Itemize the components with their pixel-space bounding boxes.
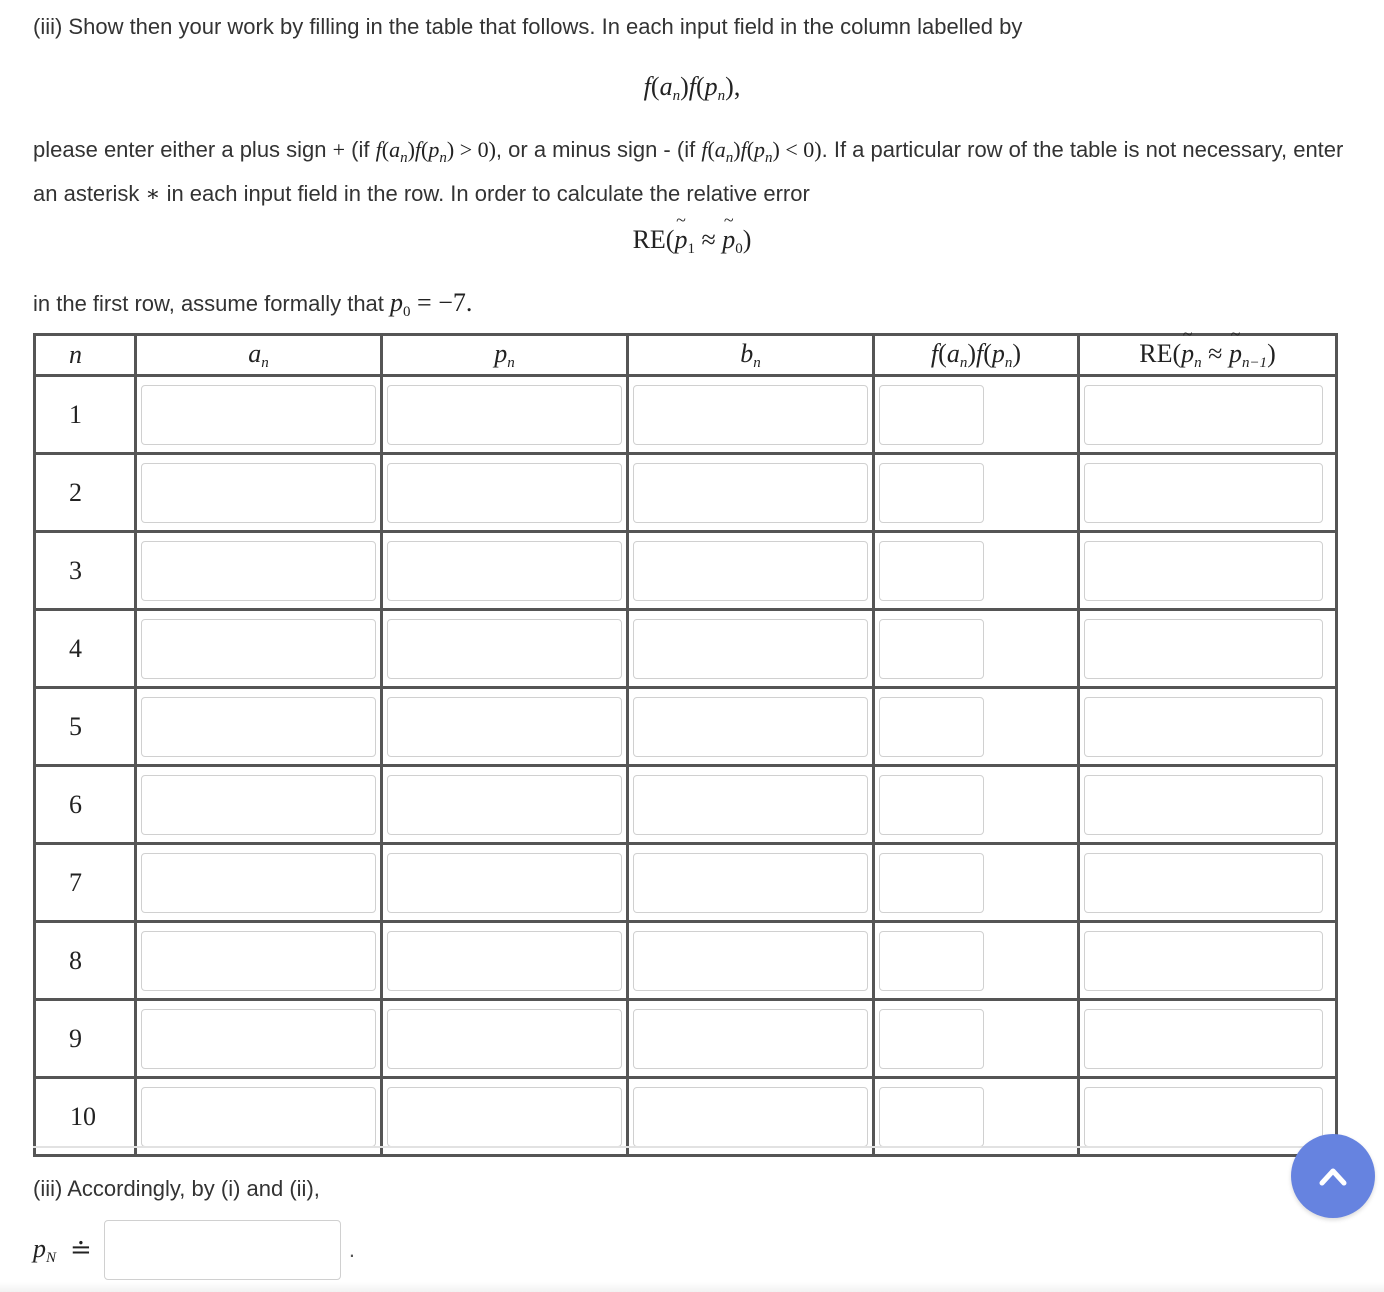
- table-row: [35, 532, 1337, 610]
- input-a-row-9[interactable]: [141, 1009, 376, 1069]
- input-a-row-4[interactable]: [141, 619, 376, 679]
- input-re-row-5[interactable]: [1084, 697, 1323, 757]
- input-a-row-7[interactable]: [141, 853, 376, 913]
- cell-re: [1079, 610, 1337, 688]
- cell-prod: [874, 1078, 1079, 1156]
- input-re-row-9[interactable]: [1084, 1009, 1323, 1069]
- work-table: [33, 333, 1338, 1157]
- input-b-row-2[interactable]: [633, 463, 868, 523]
- input-prod-row-10[interactable]: [879, 1087, 984, 1147]
- row-number: 5: [35, 688, 136, 766]
- cell-b: [628, 1000, 874, 1078]
- input-b-row-6[interactable]: [633, 775, 868, 835]
- cell-b: [628, 922, 874, 1000]
- answer-label: $p_N$: [33, 1233, 57, 1266]
- input-prod-row-7[interactable]: [879, 853, 984, 913]
- input-re-row-10[interactable]: [1084, 1087, 1323, 1147]
- cell-prod: [874, 610, 1079, 688]
- chevron-up-icon: [1318, 1165, 1348, 1187]
- input-prod-row-3[interactable]: [879, 541, 984, 601]
- cell-p: [382, 610, 628, 688]
- input-a-row-5[interactable]: [141, 697, 376, 757]
- intro-text: (iii) Show then your work by filling in the table that follows. In each input field in the column labelled by: [33, 14, 1023, 39]
- table-row: [35, 454, 1337, 532]
- cell-prod: [874, 688, 1079, 766]
- cell-prod: [874, 844, 1079, 922]
- row-number: 10: [35, 1078, 136, 1156]
- table-row: [35, 1078, 1337, 1156]
- input-a-row-2[interactable]: [141, 463, 376, 523]
- cell-a: [136, 376, 382, 454]
- cell-prod: [874, 532, 1079, 610]
- input-p-row-8[interactable]: [387, 931, 622, 991]
- cell-prod: [874, 1000, 1079, 1078]
- cell-re: [1079, 1078, 1337, 1156]
- cell-a: [136, 532, 382, 610]
- input-prod-row-2[interactable]: [879, 463, 984, 523]
- input-a-row-6[interactable]: [141, 775, 376, 835]
- cell-b: [628, 688, 874, 766]
- table-row: [35, 1000, 1337, 1078]
- cell-prod: [874, 922, 1079, 1000]
- input-b-row-7[interactable]: [633, 853, 868, 913]
- cell-a: [136, 454, 382, 532]
- input-b-row-8[interactable]: [633, 931, 868, 991]
- cell-re: [1079, 922, 1337, 1000]
- input-a-row-10[interactable]: [141, 1087, 376, 1147]
- table-row: [35, 844, 1337, 922]
- cell-prod: [874, 376, 1079, 454]
- answer-row: [33, 1220, 355, 1280]
- approx-equal-symbol: ≐: [70, 1235, 92, 1264]
- input-b-row-5[interactable]: [633, 697, 868, 757]
- cell-p: [382, 532, 628, 610]
- row-number: 3: [35, 532, 136, 610]
- input-b-row-4[interactable]: [633, 619, 868, 679]
- input-re-row-7[interactable]: [1084, 853, 1323, 913]
- input-p-row-6[interactable]: [387, 775, 622, 835]
- input-re-row-6[interactable]: [1084, 775, 1323, 835]
- cell-p: [382, 922, 628, 1000]
- input-re-row-2[interactable]: [1084, 463, 1323, 523]
- cell-b: [628, 610, 874, 688]
- input-b-row-10[interactable]: [633, 1087, 868, 1147]
- cell-b: [628, 844, 874, 922]
- scroll-to-top-button[interactable]: [1291, 1134, 1375, 1218]
- input-p-row-1[interactable]: [387, 385, 622, 445]
- formula-product: $f(a_n)f(p_n)$,: [643, 72, 741, 104]
- formula-relative-error: RE(~ $p_1$ ≈ ~ $p_0$): [0, 225, 1384, 258]
- cell-re: [1079, 376, 1337, 454]
- input-re-row-3[interactable]: [1084, 541, 1323, 601]
- input-prod-row-5[interactable]: [879, 697, 984, 757]
- cell-re: [1079, 1000, 1337, 1078]
- header-product: $f(a_n)f(p_n)$: [874, 335, 1079, 376]
- input-p-row-2[interactable]: [387, 463, 622, 523]
- cell-p: [382, 376, 628, 454]
- input-p-row-9[interactable]: [387, 1009, 622, 1069]
- input-re-row-4[interactable]: [1084, 619, 1323, 679]
- header-a: $a_n$: [136, 335, 382, 376]
- first-row-assumption: in the first row, assume formally that $p_0 = -7$.: [33, 288, 473, 320]
- cell-a: [136, 844, 382, 922]
- section-divider: [33, 1146, 1335, 1148]
- header-relative-error: RE(~ $p_n$ ≈ ~ $p_{n-1}$): [1079, 335, 1337, 376]
- cell-a: [136, 922, 382, 1000]
- input-re-row-1[interactable]: [1084, 385, 1323, 445]
- cell-a: [136, 688, 382, 766]
- cell-prod: [874, 454, 1079, 532]
- table-row: [35, 766, 1337, 844]
- row-number: 4: [35, 610, 136, 688]
- input-prod-row-6[interactable]: [879, 775, 984, 835]
- cell-b: [628, 454, 874, 532]
- row-number: 2: [35, 454, 136, 532]
- cell-a: [136, 1000, 382, 1078]
- input-prod-row-1[interactable]: [879, 385, 984, 445]
- input-re-row-8[interactable]: [1084, 931, 1323, 991]
- row-number: 8: [35, 922, 136, 1000]
- input-p-row-3[interactable]: [387, 541, 622, 601]
- instructions-text: please enter either a plus sign + (if $f(a_n)f(p_n) > 0$), or a minus sign - (if $f(a_n)f(p_n) < 0$). If a particular row of the table is not necessary, enter an asterisk ∗ in each input field in the row. In order to calculate the relative error: [33, 137, 1344, 206]
- input-b-row-3[interactable]: [633, 541, 868, 601]
- input-b-row-9[interactable]: [633, 1009, 868, 1069]
- row-number: 6: [35, 766, 136, 844]
- input-prod-row-8[interactable]: [879, 931, 984, 991]
- cell-re: [1079, 844, 1337, 922]
- input-p-row-7[interactable]: [387, 853, 622, 913]
- page-bottom-edge: [0, 1282, 1384, 1292]
- table-row: [35, 922, 1337, 1000]
- row-number: 7: [35, 844, 136, 922]
- cell-re: [1079, 688, 1337, 766]
- header-n: n: [35, 335, 136, 376]
- cell-p: [382, 1078, 628, 1156]
- input-prod-row-9[interactable]: [879, 1009, 984, 1069]
- cell-re: [1079, 766, 1337, 844]
- cell-b: [628, 766, 874, 844]
- input-p-row-4[interactable]: [387, 619, 622, 679]
- cell-p: [382, 1000, 628, 1078]
- row-number: 9: [35, 1000, 136, 1078]
- cell-p: [382, 844, 628, 922]
- input-a-row-1[interactable]: [141, 385, 376, 445]
- header-b: $b_n$: [628, 335, 874, 376]
- input-p-row-5[interactable]: [387, 697, 622, 757]
- cell-p: [382, 766, 628, 844]
- header-p: $p_n$: [382, 335, 628, 376]
- cell-a: [136, 1078, 382, 1156]
- cell-re: [1079, 532, 1337, 610]
- input-p-row-10[interactable]: [387, 1087, 622, 1147]
- input-a-row-3[interactable]: [141, 541, 376, 601]
- row-number: 1: [35, 376, 136, 454]
- cell-a: [136, 766, 382, 844]
- input-a-row-8[interactable]: [141, 931, 376, 991]
- cell-prod: [874, 766, 1079, 844]
- conclusion-text: (iii) Accordingly, by (i) and (ii),: [33, 1176, 320, 1201]
- cell-a: [136, 610, 382, 688]
- cell-p: [382, 454, 628, 532]
- cell-p: [382, 688, 628, 766]
- cell-b: [628, 1078, 874, 1156]
- table-row: [35, 688, 1337, 766]
- table-header-row: [35, 335, 1337, 376]
- table-row: [35, 376, 1337, 454]
- table-row: [35, 610, 1337, 688]
- input-b-row-1[interactable]: [633, 385, 868, 445]
- cell-b: [628, 376, 874, 454]
- cell-b: [628, 532, 874, 610]
- cell-re: [1079, 454, 1337, 532]
- pN-answer-input[interactable]: [104, 1220, 341, 1280]
- input-prod-row-4[interactable]: [879, 619, 984, 679]
- answer-period: .: [348, 1237, 355, 1262]
